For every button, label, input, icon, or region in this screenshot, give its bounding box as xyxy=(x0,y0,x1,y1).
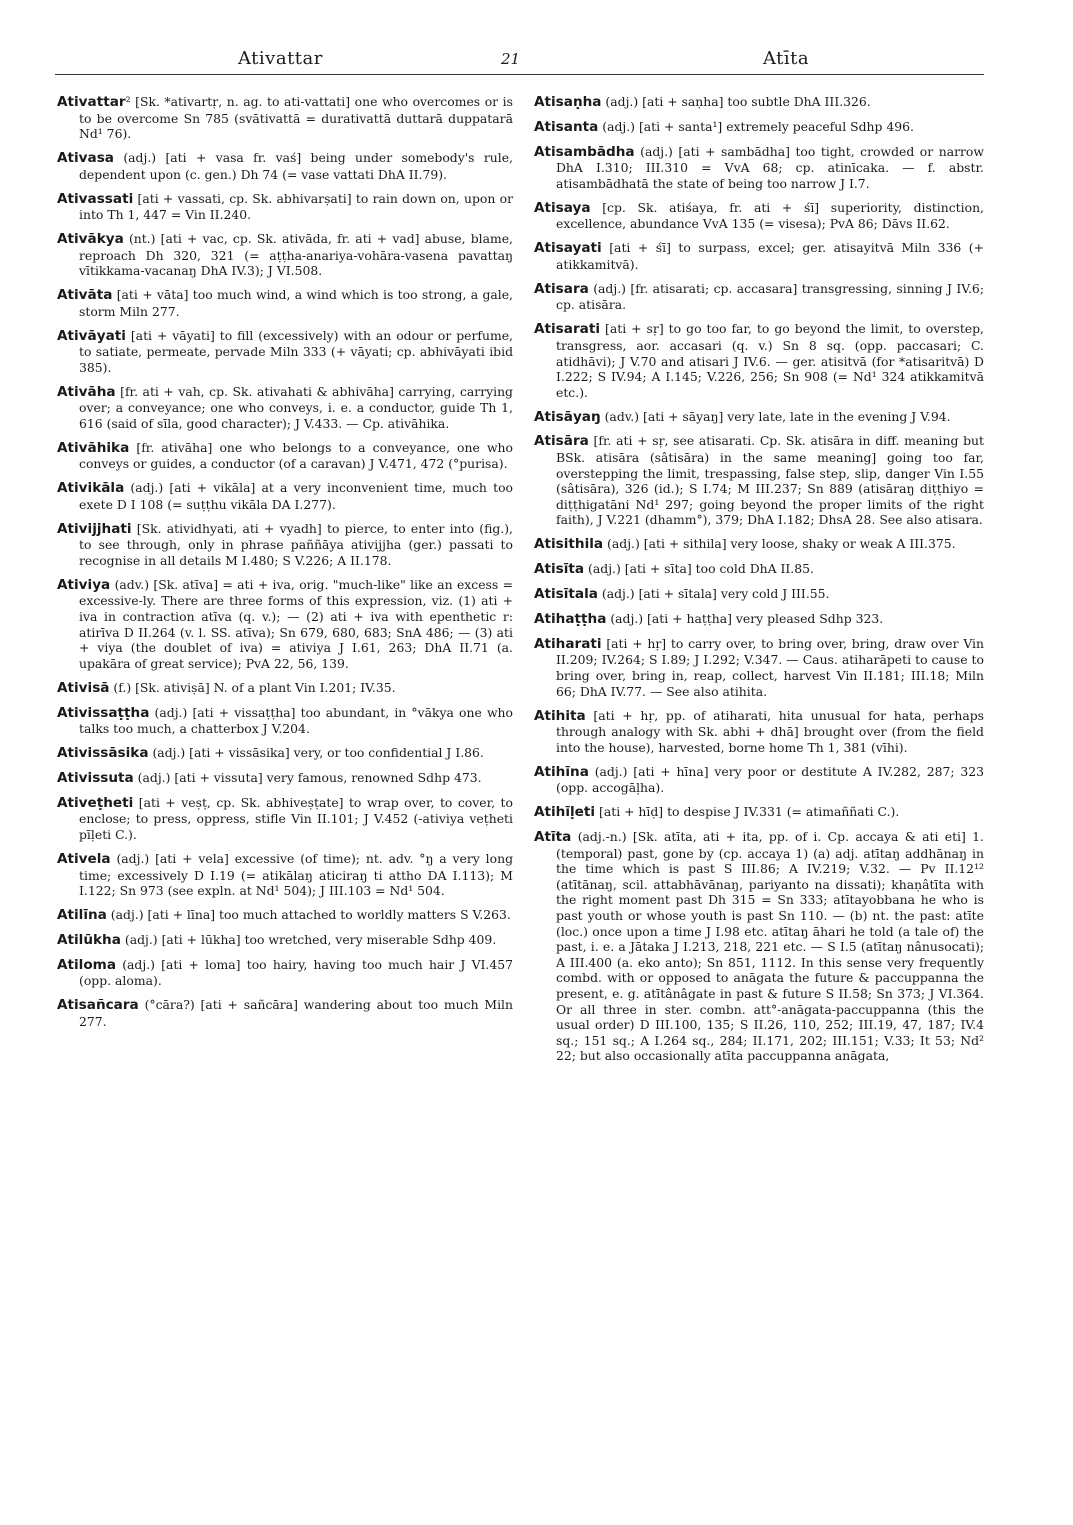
entry-headword: Atilīna xyxy=(57,906,107,923)
entry-definition: (adj.) [ati + līna] too much attached to worldly matters S V.263. xyxy=(106,906,511,922)
entry-headword: Ativasa xyxy=(57,150,114,167)
entry-definition: (adj.) [ati + sītala] very cold J III.55. xyxy=(597,586,830,602)
entry-headword: Atisīta xyxy=(534,561,585,578)
page-number: 21 xyxy=(501,50,521,68)
entry-headword: Ativassati xyxy=(57,190,134,207)
dictionary-entry xyxy=(534,281,984,313)
entry-definition: [fr. ati + sṛ, see atisarati. Cp. Sk. atisāra in diff. meaning but BSk. atisāra (sâtisāra) in the same meaning] going too far, overstepping the limit, trespassing, false step, slip, danger Vin I.55 (sâtisāra), 326 (id.); S I.74; M III.237; Sn 889 (atisāraŋ diṭṭhiyo = diṭṭhigatāni Nd¹ 297; going beyond the proper limits of the right faith), J V.221 (dhamm°), 379; DhA I.182; DhsA 28. See also atisara. xyxy=(556,433,984,528)
entry-definition: (adj.) [ati + sīta] too cold DhA II.85. xyxy=(584,561,814,577)
entry-definition: (adj.) [ati + haṭṭha] very pleased Sdhp 323. xyxy=(606,611,884,626)
entry-headword: Atisara xyxy=(534,280,589,297)
entry-headword: Ativākya xyxy=(57,231,124,248)
dictionary-entry xyxy=(57,231,513,279)
entry-definition: (nt.) [ati + vac, cp. Sk. ativāda, fr. ati + vad] abuse, blame, reproach Dh 320, 321 (= aṭṭha-anariya-vohāra-vasena pavattaŋ vītikkama-vacanaŋ DhA IV.3); J VI.508. xyxy=(79,231,513,279)
dictionary-entry xyxy=(57,384,513,432)
entry-definition: [ati + sṛ] to go too far, to go beyond the limit, to overstep, transgress, aor. accasari (q. v.) Sn 8 sq. (opp. paccasari; C. atidhāvi); J V.70 and atisari J IV.6. — ger. atisitvā (for *atisaritvā) D I.222; S IV.94; A I.145; V.226, 256; Sn 908 (= Nd¹ 324 atikkamitvā etc.). xyxy=(556,321,984,400)
entry-headword: Atisaṇha xyxy=(534,94,602,110)
dictionary-entry xyxy=(57,907,513,924)
entry-definition: (adj.) [ati + loma] too hairy, having too much hair J VI.457 (opp. aloma). xyxy=(79,956,513,989)
dictionary-entry xyxy=(57,94,513,142)
dictionary-entry xyxy=(57,851,513,899)
dictionary-entry xyxy=(534,611,984,628)
entry-definition: [ati + hṛ] to carry over, to bring over, bring, draw over Vin II.209; IV.264; S I.89; J I.292; V.347. — Caus. atiharāpeti to cause to bring over, bring in, reap, collect, harvest Vin II.181; III.18; Miln 66; DhA IV.77. — See also atihita. xyxy=(556,635,984,699)
entry-definition: (adj.) [ati + vissāsika] very, or too confidential J I.86. xyxy=(148,745,484,761)
entry-headword: Atisītala xyxy=(534,586,598,603)
entry-headword: Atisāra xyxy=(534,433,589,450)
dictionary-entry xyxy=(534,764,984,796)
entry-definition: (adj.) [ati + vikāla] at a very inconvenient time, much too exete D I 108 (= suṭṭhu vikāla DA I.277). xyxy=(79,480,513,512)
entry-headword: Atīta xyxy=(534,829,572,846)
dictionary-entry xyxy=(534,536,984,553)
entry-headword: Ativijjhati xyxy=(57,520,132,537)
entry-headword: Ativeṭheti xyxy=(57,794,134,811)
entry-definition: [ati + veṣṭ, cp. Sk. abhiveṣṭate] to wrap over, to cover, to enclose; to press, oppress, stifle Vin II.101; J V.452 (-ativiya veṭheti pīḷeti C.). xyxy=(79,794,513,843)
entry-headword: Atiharati xyxy=(534,635,602,652)
dictionary-entry xyxy=(534,829,984,1064)
dictionary-entry xyxy=(534,561,984,578)
entry-headword: Atisañcara xyxy=(57,997,139,1014)
entry-definition: [cp. Sk. atiśaya, fr. ati + śī] superiority, distinction, excellence, abundance VvA 135 (= visesa); PvA 86; Dāvs II.62. xyxy=(556,199,984,232)
entry-headword: Atisaya xyxy=(534,199,591,216)
entry-headword: Ativissāsika xyxy=(57,745,149,762)
entry-definition: (adj.) [ati + hīna] very poor or destitute A IV.282, 287; 323 (opp. accogāḷha). xyxy=(556,763,984,796)
entry-definition: (adv.) [Sk. atīva] = ati + iva, orig. "much-like" like an excess = excessive-ly. There are three forms of this expression, viz. (1) ati + iva in contraction atīva (q. v.); — (2) ati + iva with epenthetic r: atirīva D II.264 (v. l. SS. atīva); Sn 679, 680, 683; SnA 486; — (3) ati + viya (the doublet of iva) = ativiya J I.61, 263; DhA II.71 (a. upakāra of great service); PvA 22, 56, 139. xyxy=(79,576,513,671)
dictionary-entry xyxy=(57,287,513,319)
entry-definition: [fr. ativāha] one who belongs to a conveyance, one who conveys or guides, a conductor (of a caravan) J V.471, 472 (°purisa). xyxy=(79,439,513,472)
dictionary-entry xyxy=(57,770,513,787)
entry-definition: (adj.) [ati + sithila] very loose, shaky or weak A III.375. xyxy=(603,536,956,552)
dictionary-entry xyxy=(534,240,984,272)
entry-definition: (adj.) [fr. atisarati; cp. accasara] transgressing, sinning J IV.6; cp. atisāra. xyxy=(556,280,984,313)
entry-definition: [ati + hṛ, pp. of atiharati, hita unusual for hata, perhaps through analogy with Sk. abhi + dhā] brought over (from the field into the house), harvested, borne home Th 1, 381 (vīhi). xyxy=(556,707,984,755)
left-column xyxy=(57,94,513,1038)
dictionary-entry xyxy=(57,521,513,569)
entry-headword: Atilūkha xyxy=(57,931,121,948)
entry-headword: Ativisā xyxy=(57,679,110,696)
entry-headword: Ativela xyxy=(57,850,111,867)
entry-headword: Atisāyaŋ xyxy=(534,408,601,425)
dictionary-entry xyxy=(57,577,513,672)
dictionary-entry xyxy=(57,150,513,182)
entry-definition: (adj.) [ati + lūkha] too wretched, very miserable Sdhp 409. xyxy=(120,931,497,947)
entry-headword: Atisambādha xyxy=(534,143,635,160)
dictionary-entry xyxy=(57,191,513,223)
entry-headword: Atihaṭṭha xyxy=(534,611,607,627)
dictionary-entry xyxy=(57,957,513,989)
entry-headword: Ativissuta xyxy=(57,769,134,786)
right-column xyxy=(534,94,984,1072)
entry-definition: [ati + vāyati] to fill (excessively) with an odour or perfume, to satiate, permeate, pervade Miln 333 (+ vāyati; cp. abhivāyati ibid 385). xyxy=(79,327,513,375)
entry-headword: Ativāta xyxy=(57,287,113,304)
running-header xyxy=(55,44,1027,74)
entry-definition: (adv.) [ati + sāyaŋ] very late, late in the evening J V.94. xyxy=(600,408,951,424)
header-left-guide-word: Ativattar xyxy=(238,48,323,69)
dictionary-entry xyxy=(534,144,984,192)
entry-definition: (adj.) [ati + santa¹] extremely peaceful Sdhp 496. xyxy=(598,118,914,134)
header-right-guide-word: Atīta xyxy=(763,48,810,69)
entry-definition: (adj.) [ati + vissaṭṭha] too abundant, in °vākya one who talks too much, a chatterbox J V.204. xyxy=(79,704,513,737)
dictionary-entry xyxy=(57,705,513,737)
dictionary-entry xyxy=(534,200,984,232)
entry-definition: (adj.) [ati + vela] excessive (of time); nt. adv. °ŋ a very long time; excessively D I.19 (= atikālaŋ aticiraŋ ti attho DA I.113); M I.122; Sn 973 (see expln. at Nd¹ 504); J III.103 = Nd¹ 504. xyxy=(79,850,513,899)
entry-headword: Ativāyati xyxy=(57,327,126,344)
dictionary-entry xyxy=(57,997,513,1029)
entry-definition: [ati + śī] to surpass, excel; ger. atisayitvā Miln 336 (+ atikkamitvā). xyxy=(556,240,984,272)
dictionary-entry xyxy=(534,94,984,111)
header-rule-right xyxy=(532,74,984,75)
entry-headword: Atisayati xyxy=(534,240,602,257)
entry-headword: Atisarati xyxy=(534,321,600,338)
entry-definition: (adj.) [ati + sambādha] too tight, crowded or narrow DhA I.310; III.310 = VvA 68; cp. atinīcaka. — f. abstr. atisambādhatā the state of being too narrow J I.7. xyxy=(556,143,984,191)
entry-headword: Ativāha xyxy=(57,383,116,400)
dictionary-entry xyxy=(57,480,513,512)
entry-headword: Ativiya xyxy=(57,576,111,593)
dictionary-entry xyxy=(57,328,513,376)
entry-definition: [ati + vāta] too much wind, a wind which is too strong, a gale, storm Miln 277. xyxy=(79,287,513,319)
entry-definition: (adj.) [ati + vissuta] very famous, renowned Sdhp 473. xyxy=(133,769,482,785)
entry-definition: (adj.-n.) [Sk. atīta, ati + ita, pp. of i. Cp. accaya & ati eti] 1. (temporal) past, gone by (cp. accaya 1) (a) adj. atītaŋ addhānaŋ in the time which is past S III.86; A IV.219; V.32. — Pv II.12¹² (atītānaŋ, scil. attabhāvānaŋ, pariyanto na dissati); khaṇâtīta with the right moment past Dh 315 = Sn 333; atītayobbana he who is past youth or whose youth is past Sn 110. — (b) nt. the past: atīte (loc.) once upon a time J I.98 etc. atītaŋ āhari he told (a tale of) the past, i. e. a Jātaka J I.213, 218, 221 etc. — S I.5 (atītaŋ nânusocati); A III.400 (a. eko anto); Sn 851, 1112. In this sense very frequently combd. with or opposed to anāgata the future & paccuppanna the present, e. g. atītânâgate in past & future S II.58; Sn 373; J VI.364. Or all three in ster. combn. att°-anāgata-paccuppanna (this the usual order) D III.100, 135; S II.26, 110, 252; III.19, 47, 187; IV.4 sq.; 151 sq.; A I.264 sq., 284; II.171, 202; III.151; V.33; It 53; Nd² 22; but also occasionally atīta paccuppanna anāgata, xyxy=(556,829,984,1064)
dictionary-entry xyxy=(534,119,984,136)
entry-definition: [ati + vassati, cp. Sk. abhivarṣati] to rain down on, upon or into Th 1, 447 = Vin II.240. xyxy=(79,190,513,223)
entry-definition: [ati + hīḍ] to despise J IV.331 (= atimaññati C.). xyxy=(595,804,900,820)
dictionary-entry xyxy=(534,433,984,528)
dictionary-entry xyxy=(57,932,513,949)
entry-headword: Ativissaṭṭha xyxy=(57,704,150,721)
header-rule-left xyxy=(55,74,533,75)
entry-definition: (adj.) [ati + vasa fr. vaś] being under somebody's rule, dependent upon (c. gen.) Dh 74 (= vase vattati DhA II.79). xyxy=(79,150,513,182)
dictionary-entry xyxy=(534,321,984,400)
entry-headword: Atihita xyxy=(534,707,586,724)
entry-headword: Atihīna xyxy=(534,763,589,780)
dictionary-entry xyxy=(534,409,984,426)
entry-headword: Ativikāla xyxy=(57,480,125,497)
dictionary-entry xyxy=(534,586,984,603)
entry-definition: (f.) [Sk. ativiṣā] N. of a plant Vin I.201; IV.35. xyxy=(109,679,396,695)
entry-definition: (°cāra?) [ati + sañcāra] wandering about too much Miln 277. xyxy=(79,997,513,1029)
dictionary-entry xyxy=(534,636,984,699)
dictionary-entry xyxy=(57,795,513,843)
entry-headword: Atisanta xyxy=(534,118,599,135)
dictionary-entry xyxy=(534,708,984,756)
entry-definition: ² [Sk. *ativartṛ, n. ag. to ati-vattati] one who overcomes or is to be overcome Sn 785 (svātivattā = durativattā duttarā duppatarā Nd¹ 76). xyxy=(79,94,513,142)
entry-headword: Ativāhika xyxy=(57,439,130,456)
dictionary-entry xyxy=(57,680,513,697)
entry-definition: [fr. ati + vah, cp. Sk. ativahati & abhivāha] carrying, carrying over; a conveyance; one who conveys, i. e. a conductor, guide Th 1, 616 (said of sīla, good character); J V.433. — Cp. ativāhika. xyxy=(79,383,513,431)
dictionary-entry xyxy=(57,745,513,762)
dictionary-entry xyxy=(534,804,984,821)
entry-headword: Atisithila xyxy=(534,536,604,553)
dictionary-entry xyxy=(57,440,513,472)
entry-definition: (adj.) [ati + saṇha] too subtle DhA III.326. xyxy=(601,94,871,109)
entry-headword: Atiloma xyxy=(57,956,117,973)
entry-definition: [Sk. atividhyati, ati + vyadh] to pierce, to enter into (fig.), to see through, only in phrase paññāya ativijjha (ger.) passati to recognise in all details M I.480; S V.226; A II.178. xyxy=(79,520,513,568)
entry-headword: Atihīḷeti xyxy=(534,804,596,821)
entry-headword: Ativattar xyxy=(57,94,126,110)
